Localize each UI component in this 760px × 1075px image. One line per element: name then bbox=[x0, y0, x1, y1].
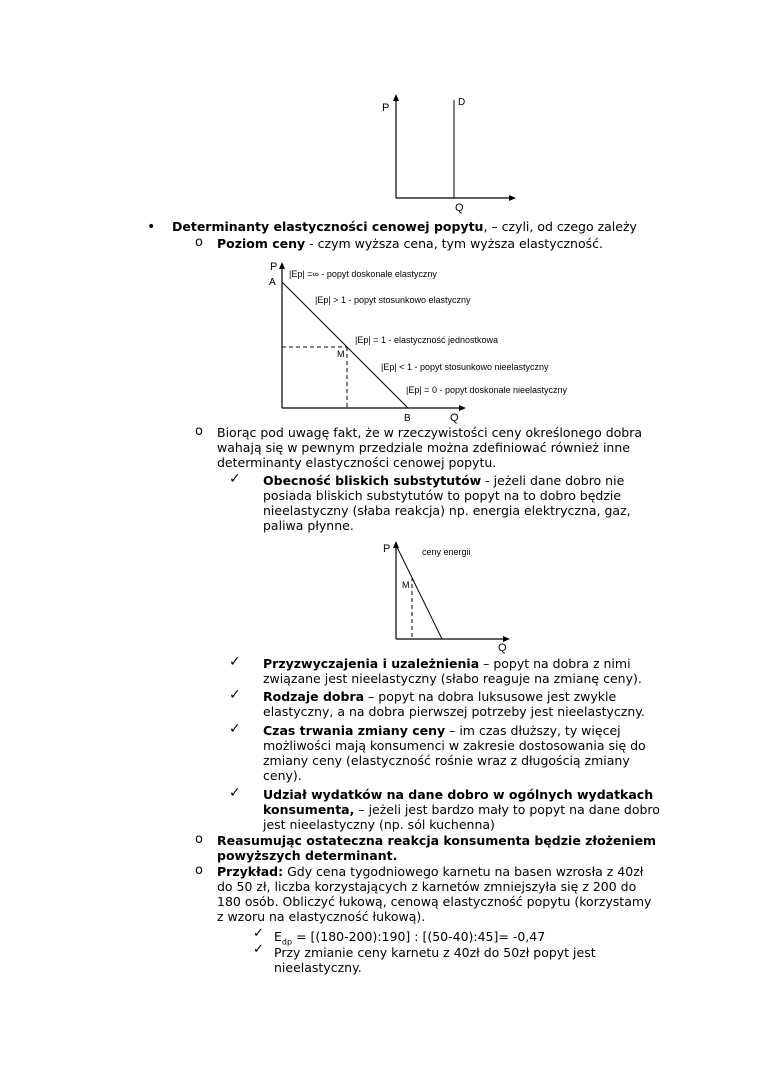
bullet-marker: • bbox=[147, 219, 156, 235]
duration-line1 bbox=[263, 723, 621, 738]
elasticity-infinite-label: |Ep| =∞ - popyt doskonale elastyczny bbox=[289, 269, 437, 279]
check-marker: ✓ bbox=[229, 654, 241, 670]
other-determinants-line2: wahają się w pewnym przedziale można zdefiniować również inne bbox=[217, 440, 630, 455]
y-axis-arrow bbox=[393, 541, 399, 548]
habits-line2: związane jest nieelastyczny (słabo reaguje na zmianę ceny). bbox=[263, 671, 642, 686]
summary-line1 bbox=[217, 833, 656, 848]
heading-bold: Determinanty elastyczności cenowej popytu bbox=[172, 219, 484, 234]
y-axis-arrow bbox=[393, 94, 399, 101]
m-label: M bbox=[337, 349, 345, 359]
habits-bold: Przyzwyczajenia i uzależnienia bbox=[263, 656, 480, 671]
other-determinants-line3: determinanty elastyczności cenowej popytu. bbox=[217, 455, 497, 470]
price-level-bold: Poziom ceny bbox=[217, 236, 306, 251]
check-marker: ✓ bbox=[229, 471, 241, 487]
substitutes-line3: nieelastyczny (słaba reakcja) np. energia elektryczna, gaz, bbox=[263, 503, 631, 518]
goods-type-rest: – popyt na dobra luksusowe jest zwykle bbox=[364, 689, 617, 704]
price-level-rest: - czym wyższa cena, tym wyższa elastyczność. bbox=[305, 236, 603, 251]
conclusion-line2: nieelastyczny. bbox=[274, 960, 362, 975]
habits-rest: – popyt na dobra z nimi bbox=[479, 656, 631, 671]
circle-marker: o bbox=[195, 863, 203, 878]
q-axis-label: Q bbox=[455, 202, 464, 214]
a-label: A bbox=[269, 277, 276, 288]
example-line4: z wzoru na elastyczność łukową). bbox=[217, 909, 426, 924]
elasticity-zero-label: |Ep| = 0 - popyt doskonale nieelastyczny bbox=[406, 385, 568, 395]
habits-line1 bbox=[263, 656, 631, 671]
example-line2: do 50 zł, liczba korzystających z karnetów zmniejszyła się z 200 do bbox=[217, 879, 637, 894]
heading-rest: , – czyli, od czego zależy bbox=[483, 219, 637, 234]
example-line3: 180 osób. Obliczyć łukową, cenową elastyczność popytu (korzystamy bbox=[217, 894, 652, 909]
example-rest: Gdy cena tygodniowego karnetu na basen wzrosła z 40zł bbox=[283, 864, 644, 879]
formula-rest: = [(180-200):190] : [(50-40):45]= -0,47 bbox=[292, 929, 546, 944]
goods-type-bold: Rodzaje dobra bbox=[263, 689, 365, 704]
m-label: M bbox=[402, 580, 410, 590]
p-axis-label: P bbox=[383, 543, 391, 555]
check-marker: ✓ bbox=[253, 926, 264, 941]
check-marker: ✓ bbox=[229, 687, 241, 703]
circle-marker: o bbox=[195, 424, 203, 439]
figure-linear-demand-elasticity bbox=[262, 256, 602, 426]
q-axis-label: Q bbox=[450, 412, 459, 424]
share-bold-l2: konsumenta, bbox=[263, 802, 355, 817]
duration-rest: – im czas dłuższy, ty więcej bbox=[445, 723, 621, 738]
price-level-item bbox=[217, 236, 603, 251]
share-rest: – jeżeli jest bardzo mały to popyt na dane dobro bbox=[354, 802, 660, 817]
x-axis-arrow bbox=[509, 195, 516, 201]
duration-line2: możliwości mają konsumenci w zakresie dostosowania się do bbox=[263, 738, 646, 753]
b-label: B bbox=[404, 413, 411, 424]
share-line1 bbox=[263, 787, 653, 802]
other-determinants-line1: Biorąc pod uwagę fakt, że w rzeczywistości ceny określonego dobra bbox=[217, 425, 643, 440]
summary-bold-l2: powyższych determinant. bbox=[217, 848, 398, 863]
summary-line2 bbox=[217, 848, 397, 863]
substitutes-line4: paliwa płynne. bbox=[263, 518, 354, 533]
heading-determinants bbox=[172, 219, 637, 234]
substitutes-rest: - jeżeli dane dobro nie bbox=[481, 473, 625, 488]
p-axis-label: P bbox=[270, 261, 278, 273]
share-line3: jest nieelastyczny (np. sól kuchenna) bbox=[263, 817, 495, 832]
elasticity-lt1-label: |Ep| < 1 - popyt stosunkowo nieelastyczny bbox=[381, 362, 549, 372]
p-axis-label: P bbox=[382, 102, 390, 114]
check-marker: ✓ bbox=[229, 785, 241, 801]
formula-e: E bbox=[274, 929, 282, 944]
figure-energy-demand bbox=[380, 537, 520, 657]
substitutes-bold: Obecność bliskich substytutów bbox=[263, 473, 482, 488]
elasticity-unit-label: |Ep| = 1 - elastyczność jednostkowa bbox=[355, 335, 498, 345]
d-label: D bbox=[458, 97, 466, 108]
duration-line4: ceny). bbox=[263, 768, 302, 783]
formula-sub: dp bbox=[281, 937, 293, 947]
elasticity-gt1-label: |Ep| > 1 - popyt stosunkowo elastyczny bbox=[315, 295, 471, 305]
x-axis-arrow bbox=[459, 405, 466, 411]
circle-marker: o bbox=[195, 235, 203, 250]
duration-bold: Czas trwania zmiany ceny bbox=[263, 723, 446, 738]
check-marker: ✓ bbox=[253, 942, 264, 957]
share-bold-l1: Udział wydatków na dane dobro w ogólnych wydatkach bbox=[263, 787, 654, 802]
substitutes-line2: posiada bliskich substytutów to popyt na to dobro będzie bbox=[263, 488, 622, 503]
check-marker: ✓ bbox=[229, 721, 241, 737]
summary-bold-l1: Reasumując ostateczna reakcja konsumenta będzie złożeniem bbox=[217, 833, 657, 848]
q-axis-label: Q bbox=[498, 642, 507, 654]
share-line2 bbox=[263, 802, 660, 817]
substitutes-line1 bbox=[263, 473, 624, 488]
example-bold: Przykład: bbox=[217, 864, 284, 879]
circle-marker: o bbox=[195, 832, 203, 847]
y-axis-arrow bbox=[279, 262, 285, 269]
conclusion-line1: Przy zmianie ceny karnetu z 40zł do 50zł popyt jest bbox=[274, 945, 596, 960]
goods-type-line1 bbox=[263, 689, 616, 704]
energy-label: ceny energii bbox=[422, 547, 471, 557]
duration-line3: zmiany ceny (elastyczność rośnie wraz z długością zmiany bbox=[263, 753, 630, 768]
figure-perfectly-inelastic-demand bbox=[376, 90, 526, 215]
demand-line bbox=[396, 545, 442, 639]
goods-type-line2: elastyczny, a na dobra pierwszej potrzeby jest nieelastyczny. bbox=[263, 704, 645, 719]
example-line1 bbox=[217, 864, 643, 879]
